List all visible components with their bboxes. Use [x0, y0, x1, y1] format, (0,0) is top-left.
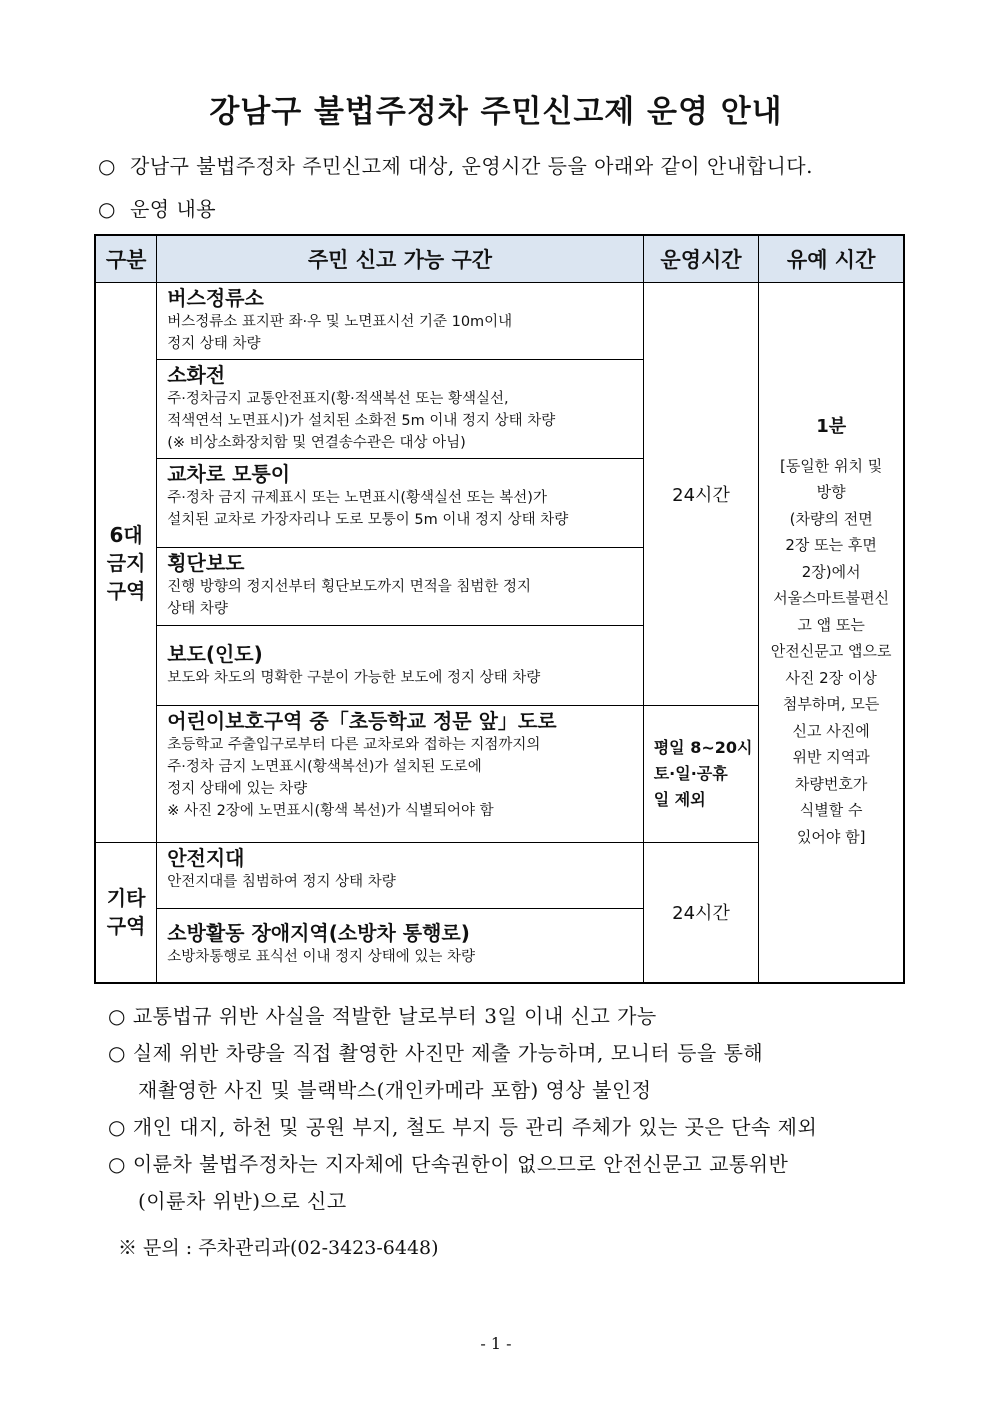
bullet-marker: ○ [98, 154, 116, 178]
note-text: 실제 위반 차량을 직접 촬영한 사진만 제출 가능하며, 모니터 등을 통해 [132, 1041, 764, 1065]
note-text: 개인 대지, 하천 및 공원 부지, 철도 부지 등 관리 주체가 있는 곳은 단속 제외 [132, 1115, 818, 1139]
header-hours: 운영시간 [643, 235, 759, 283]
zone-desc: 소방차통행로 표식선 이내 정지 상태에 있는 차량 [167, 949, 475, 966]
zone-desc: 주·정차 금지 규제표시 또는 노면표시(황색실선 또는 복선)가 설치된 교차로 가장자리나 도로 모퉁이 5m 이내 정지 상태 차량 [167, 490, 569, 528]
list-item [108, 1109, 817, 1146]
hours-24h: 24시간 [643, 283, 759, 706]
hours-other-24h: 24시간 [643, 843, 759, 983]
zone-desc: 진행 방향의 정지선부터 횡단보도까지 면적을 침범한 정지 상태 차량 [167, 579, 532, 617]
note-text: 이륜차 불법주정차는 지자체에 단속권한이 없으므로 안전신문고 교통위반 [132, 1152, 789, 1176]
list-item [108, 1035, 817, 1109]
zone-desc: 초등학교 주출입구로부터 다른 교차로와 접하는 지점까지의 주·정차 금지 노면표시(황색복선)가 설치된 도로에 정지 상태에 있는 차량 ※ 사진 2장에 노면표시(황색 복선)가 식별되어야 함 [167, 737, 541, 819]
zone-fire-hydrant [157, 360, 644, 459]
zone-school-entrance [157, 706, 644, 843]
zone-title: 교차로 모퉁이 [167, 462, 291, 486]
note-continuation: 재촬영한 사진 및 블랙박스(개인카메라 포함) 영상 불인정 [138, 1078, 652, 1102]
header-grace: 유예 시간 [759, 235, 904, 283]
zone-bus-stop [157, 283, 644, 360]
intro-text-2: 운영 내용 [129, 197, 217, 221]
notes-list [108, 998, 817, 1220]
zone-title: 소방활동 장애지역(소방차 통행로) [167, 921, 470, 946]
zone-desc: 보도와 차도의 명확한 구분이 가능한 보도에 정지 상태 차량 [167, 669, 541, 686]
zone-title: 보도(인도) [167, 641, 263, 666]
zone-sidewalk [157, 626, 644, 706]
zone-title: 버스정류소 [167, 286, 264, 310]
bullet-marker: ○ [108, 1152, 126, 1176]
zone-fire-lane [157, 909, 644, 983]
grace-desc: [동일한 위치 및 방향 (차량의 전면 2장 또는 후면 2장)에서 서울스마트불편신 고 앱 또는 안전신문고 앱으로 사진 2장 이상 첨부하며, 모든 신고 사진에 위반 지역과 차량번호가 식별할 수 있어야 함] [770, 456, 892, 846]
bullet-marker: ○ [108, 1004, 126, 1028]
zone-intersection [157, 459, 644, 548]
zone-title: 어린이보호구역 중「초등학교 정문 앞」도로 [167, 709, 557, 733]
intro-line-2 [98, 193, 216, 222]
zone-desc: 안전지대를 침범하여 정지 상태 차량 [167, 874, 396, 890]
intro-line-1 [98, 150, 813, 179]
note-text: 교통법규 위반 사실을 적발한 날로부터 3일 이내 신고 가능 [132, 1004, 657, 1028]
zone-crosswalk [157, 548, 644, 626]
zone-title: 안전지대 [167, 846, 245, 870]
intro-text-1: 강남구 불법주정차 주민신고제 대상, 운영시간 등을 아래와 같이 안내합니다. [129, 154, 813, 178]
bullet-marker: ○ [108, 1041, 126, 1065]
grace-period-cell [759, 283, 904, 983]
table-header-row [95, 235, 904, 283]
note-continuation: (이륜차 위반)으로 신고 [138, 1189, 347, 1213]
zone-title: 횡단보도 [167, 551, 245, 575]
list-item [108, 998, 817, 1035]
list-item [108, 1146, 817, 1220]
zone-safety-zone [157, 843, 644, 909]
bullet-marker: ○ [98, 197, 116, 221]
inquiry-contact: ※ 문의 : 주차관리과(02-3423-6448) [118, 1237, 439, 1259]
header-category: 구분 [95, 235, 157, 283]
header-zone: 주민 신고 가능 구간 [157, 235, 644, 283]
grace-title: 1분 [816, 416, 847, 438]
operation-table [94, 234, 905, 984]
category-other-zones: 기타 구역 [95, 843, 157, 983]
zone-desc: 버스정류소 표지판 좌·우 및 노면표시선 기준 10m이내 정지 상태 차량 [167, 314, 513, 352]
bullet-marker: ○ [108, 1115, 126, 1139]
zone-desc: 주·정차금지 교통안전표지(황·적색복선 또는 황색실선, 적색연석 노면표시)가 설치된 소화전 5m 이내 정지 상태 차량 (※ 비상소화장치함 및 연결송수관은 대상 아님) [167, 391, 556, 451]
page-title: 강남구 불법주정차 주민신고제 운영 안내 [209, 94, 783, 130]
page-number: - 1 - [480, 1334, 512, 1353]
category-six-zones: 6대 금지 구역 [95, 283, 157, 843]
zone-title: 소화전 [167, 363, 226, 387]
hours-school: 평일 8~20시 토·일·공휴 일 제외 [643, 706, 759, 843]
table-row [95, 283, 904, 360]
